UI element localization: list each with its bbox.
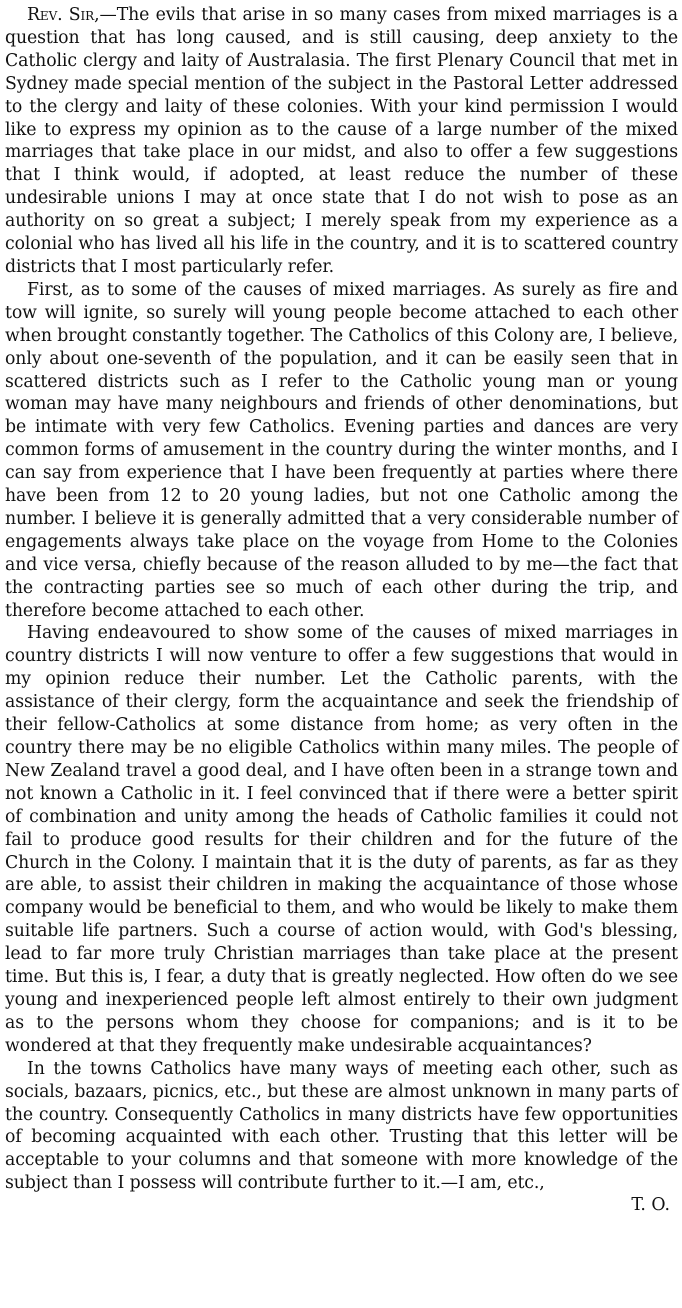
- letter-paragraph-1: [5, 4, 678, 279]
- signature: T. O.: [631, 1195, 670, 1216]
- salutation: Rev. Sir,: [27, 5, 100, 25]
- paragraph-text: —The evils that arise in so many cases from mixed marriages is a question that has long caused, and is still causing, deep anxiety to the Catholic clergy and laity of Australasia. The first Plenary Council that met in Sydney made special mention of the subject in the Pastoral Letter addressed to the clergy and laity of these colonies. With your kind permission I would like to express my opinion as to the cause of a large number of the mixed marriages that take place in our midst, and also to offer a few suggestions that I think would, if adopted, at least reduce the number of these undesirable unions I may at once state that I do not wish to pose as an authority on so great a subject; I merely speak from my experience as a colonial who has lived all his life in the country, and it is to scattered country districts that I most particularly refer.: [5, 5, 679, 277]
- letter-paragraph-3: Having endeavoured to show some of the causes of mixed marriages in country districts I will now venture to offer a few suggestions that would in my opinion reduce their number. Let the Catholic parents, with the assistance of their clergy, form the acquaintance and seek the friendship of their fellow-Catholics at some distance from home; as very often in the country there may be no eligible Catholics within many miles. The people of New Zealand travel a good deal, and I have often been in a strange town and not known a Catholic in it. I feel convinced that if there were a better spirit of combination and unity among the heads of Catholic families it could not fail to produce good results for their children and for the future of the Church in the Colony. I maintain that it is the duty of parents, as far as they are able, to assist their children in making the acquaintance of those whose company would be beneficial to them, and who would be likely to make them suitable life partners. Such a course of action would, with God's blessing, lead to far more truly Christian marriages than take place at the present time. But this is, I fear, a duty that is greatly neglected. How often do we see young and inexperienced people left almost entirely to their own judgment as to the persons whom they choose for companions; and is it to be wondered at that they frequently make undesirable acquaintances?: [5, 623, 678, 1056]
- letter-body: [5, 4, 678, 1195]
- letter-paragraph-4: In the towns Catholics have many ways of meeting each other, such as socials, bazaars, picnics, etc., but these are almost unknown in many parts of the country. Consequently Catholics in many districts have few opportunities of becoming acquainted with each other. Trusting that this letter will be acceptable to your columns and that someone with more knowledge of the subject than I possess will contribute further to it.—I am, etc.,: [5, 1058, 678, 1194]
- letter-paragraph-2: First, as to some of the causes of mixed marriages. As surely as fire and tow will ignite, so surely will young people become attached to each other when brought constantly together. The Catholics of this Colony are, I believe, only about one-seventh of the population, and it can be easily seen that in scattered districts such as I refer to the Catholic young man or young woman may have many neighbours and friends of other denominations, but be intimate with very few Catholics. Evening parties and dances are very common forms of amusement in the country during the winter months, and I can say from experience that I have been frequently at parties where there have been from 12 to 20 young ladies, but not one Catholic among the number. I believe it is generally admitted that a very considerable number of engagements always take place on the voyage from Home to the Colonies and vice versa, chiefly because of the reason alluded to by me—the fact that the contracting parties see so much of each other during the trip, and therefore become attached to each other.: [5, 279, 678, 621]
